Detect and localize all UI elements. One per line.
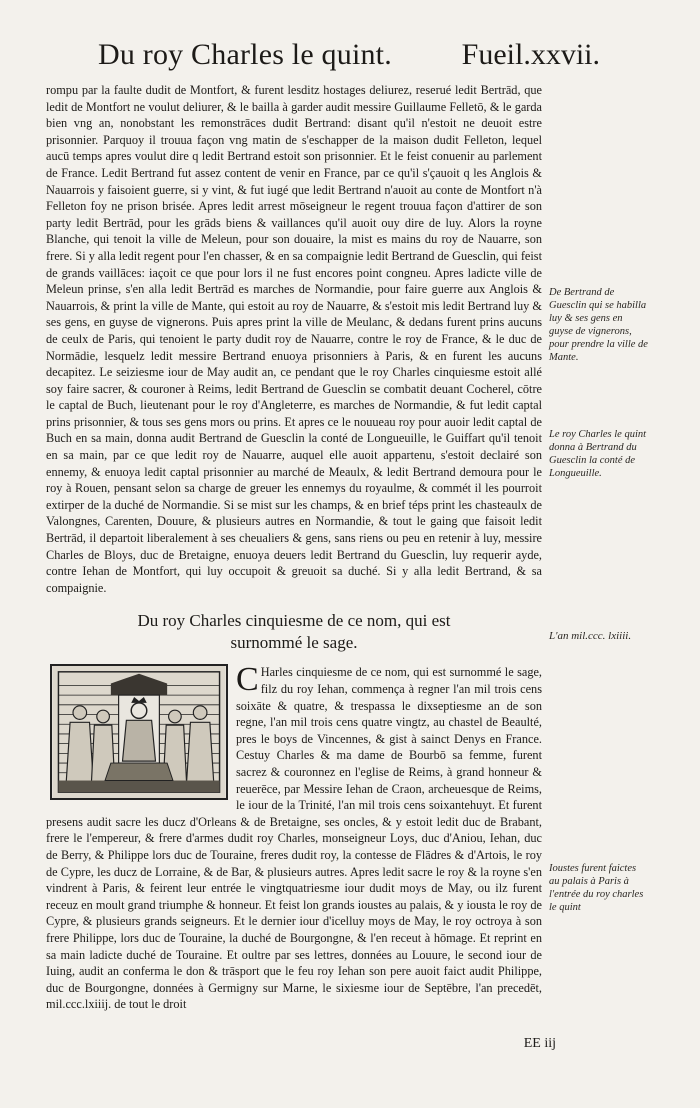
margin-note-ioustes: Ioustes furent faictes au palais à Paris à l'entrée du roy charles le quint	[549, 863, 644, 913]
drop-capital: C	[236, 661, 259, 699]
running-header	[88, 32, 608, 78]
woodcut-scene	[52, 666, 226, 798]
main-text-column	[46, 82, 542, 1013]
woodcut-illustration-icon	[50, 664, 228, 800]
section-heading-line-2: surnommé le sage.	[230, 633, 358, 653]
paragraph-bertrand: rompu par la faulte dudit de Montfort, & furent lesditz hostages deliurez, reserué ledit Bertrād, que ledit de Montfort ne voulut deliurer, & le bailla à garder audit messire Guillaume Felletō, & le garda bien vng an, nonobstant les remonstrāces dudit Bertrand: disant qu'il n'estoit ne deuoit estre prisonnier. Parquoy il trouua façon vng matin de s'eschapper de la maison dudit Felleton, lequel aucū temps apres voulut dire q ledit Bertrand estoit son prisonnier. Et le feist conuenir au parlement de France. Ledit Bertrand fut assez content de venir en France, par ce qu'il s'çauoit q les Anglois & Nauarrois y faisoient guerre, si y vint, & fut iugé que ledit Bertrand n'auoit au conte de Montfort n'à Felleton foy ne prison brisée. Apres ledit arrest mōseigneur le regent trouua façon d'attirer de son party ledit Bertrād, pour les grāds biens & vaillances qu'il auoit ouy dire de luy. Alors la royne Blanche, qui tenoit la ville de Meleun, pour son douaire, la mist es mains du roy de Nauarre, son frere. Si y alla ledit regent pour l'en chasser, & en sa compaignie ledit Bertrand de Guesclin, qui feist de grands vaillāces: iaçoit ce que pour lors il ne fust encores point congneu. Apres ladicte ville de Meleun prinse, s'en alla ledit Bertrād es marches de Normandie, pour faire guerre aux Anglois & Nauarrois, & print la ville de Mante, qui estoit au roy de Nauarre, & s'estoit mis ledit Bertrand luy & ses gens, en guyse de vignerons. Puis apres print la ville de Meulanc, & dedans furent prins aucuns de ceulx de Paris, qui tenoient le party dudit roy de Nauarre, contre le roy de France, & le duc de Normādie, lesquelz ledit messire Bertrand enuoya prisonniers à Paris, & en furent les aucuns decapitez. Le seiziesme iour de May audit an, ce pendant que le roy Charles cinquiesme estoit allé soy faire sacrer, & couroner à Reims, ledit Bertrand de Guesclin se combatit deuant Cocherel, cōtre le captal de Buch, lieutenant pour le roy d'Angleterre, es marches de Normandie, & fut ledit captal prins prisonnier, & tous ses gens mors ou prins. Et apres ce le nouueau roy pour auoir ledit captal de Buch en sa main, donna audit Bertrand de Guesclin la conté de Longueuille, le Guiffart qu'il tenoit en sa main, par ce que ledit roy de Nauarre, auquel elle auoit appartenu, s'estoit declairé son ennemy, & enuoya ledit captal prisonnier au marché de Meaulx, & ledit Bertrand demoura pour le roy à Rouen, pensant selon sa charge de greuer les ennemys du royaulme, & commét il les pourroit extirper de la duché de Normandie. Si se mist sur les champs, & en brief téps print les chasteaulx de Valongnes, Carenten, Douure, & plusieurs autres en Normandie, & tout le gaing que faisoit ledit Bertrād, il departoit liberalement à ses cheualiers & gens, sans riens ou peu en retenir à luy, messire Charles de Bloys, duc de Bretaigne, enuoya deuers ledit Bertrand du Guesclin, luy requerir ayde, contre Iehan de Montfort, qui luy occupoit & greuoit sa duché. Si y alla ledit Bertrand, & sa compaignie.	[46, 83, 542, 595]
margin-note-year: L'an mil.ccc. lxiiii.	[549, 630, 632, 642]
signature-mark: EE iij	[523, 1036, 556, 1051]
running-title: Du roy Charles le quint.	[98, 38, 392, 71]
paragraph-charles-v-text: Harles cinquiesme de ce nom, qui est surnommé le sage, filz du roy Iehan, commença à regner l'an mil trois cens soixāte & quatre, & trespassa le dixseptiesme an de son regne, l'an mil trois cens quatre vingtz, au chastel de Beaulté, pres le boys de Vincennes, & gist à sainct Denys en France. Cestuy Charles & ma dame de Bourbō sa femme, furent sacrez & couronnez en l'eglise de Reims, à grand honneur & reuerēce, par Messire Iehan de Craon, archeuesque de Reims, le iour de la Trinité, l'an mil trois cens soixantehuyt. Et furent presens audit sacre les ducz d'Orleans & de Bretaigne, ses oncles, & y estoit ledit duc de Brabant, frere le l'empereur, & frere d'armes dudit roy Charles, monseigneur Loys, duc d'Aniou, Iehan, duc de Berry, & Philippe lors duc de Touraine, freres dudit roy, la contesse de Flādres & d'Artois, le roy de Cypre, les ducz de Lorraine, & de Bar, & plusieurs autres. Apres ledit sacre le roy & la royne s'en vindrent à Paris, & feirent leur entrée le vingtquatriesme iour dudit moys de May, ou ilz furent receuz en moult grand triumphe & honneur. Et feist lon grands ioustes au palais, & y iousta le roy de Cypre, & plusieurs grands seigneurs. Et le dernier iour d'icelluy moys de May, le roy octroya à son frere Philippe, lors duc de Touraine, la duché de Bourgongne, & l'en receut à hōmage. Et reprint en sa main ladicte duché de Touraine. Et oultre par ses lettres, données au Louure, le second iour de Iuing, audit an conferma le don & trāsport que le feu roy Iehan son pere auoit faict audit Philippe, duc de Bourgongne, données à Germigny sur Marne, le sixiesme iour de Septēbre, l'an precedēt, mil.ccc.lxiiij. de tout le droit	[46, 665, 542, 1012]
margin-note-longueuille: Le roy Charles le quint donna à Bertrand du Guesclin la conté de Longueuille.	[549, 429, 647, 479]
section-heading-line-1: Du roy Charles cinquiesme de ce nom, qui est	[137, 611, 451, 631]
section-heading	[46, 610, 542, 654]
folio-number: Fueil.xxvii.	[461, 38, 600, 71]
margin-note-vignerons: De Bertrand de Guesclin qui se habilla luy & ses gens en guyse de vignerons, pour prendre la ville de Mante.	[549, 287, 648, 363]
